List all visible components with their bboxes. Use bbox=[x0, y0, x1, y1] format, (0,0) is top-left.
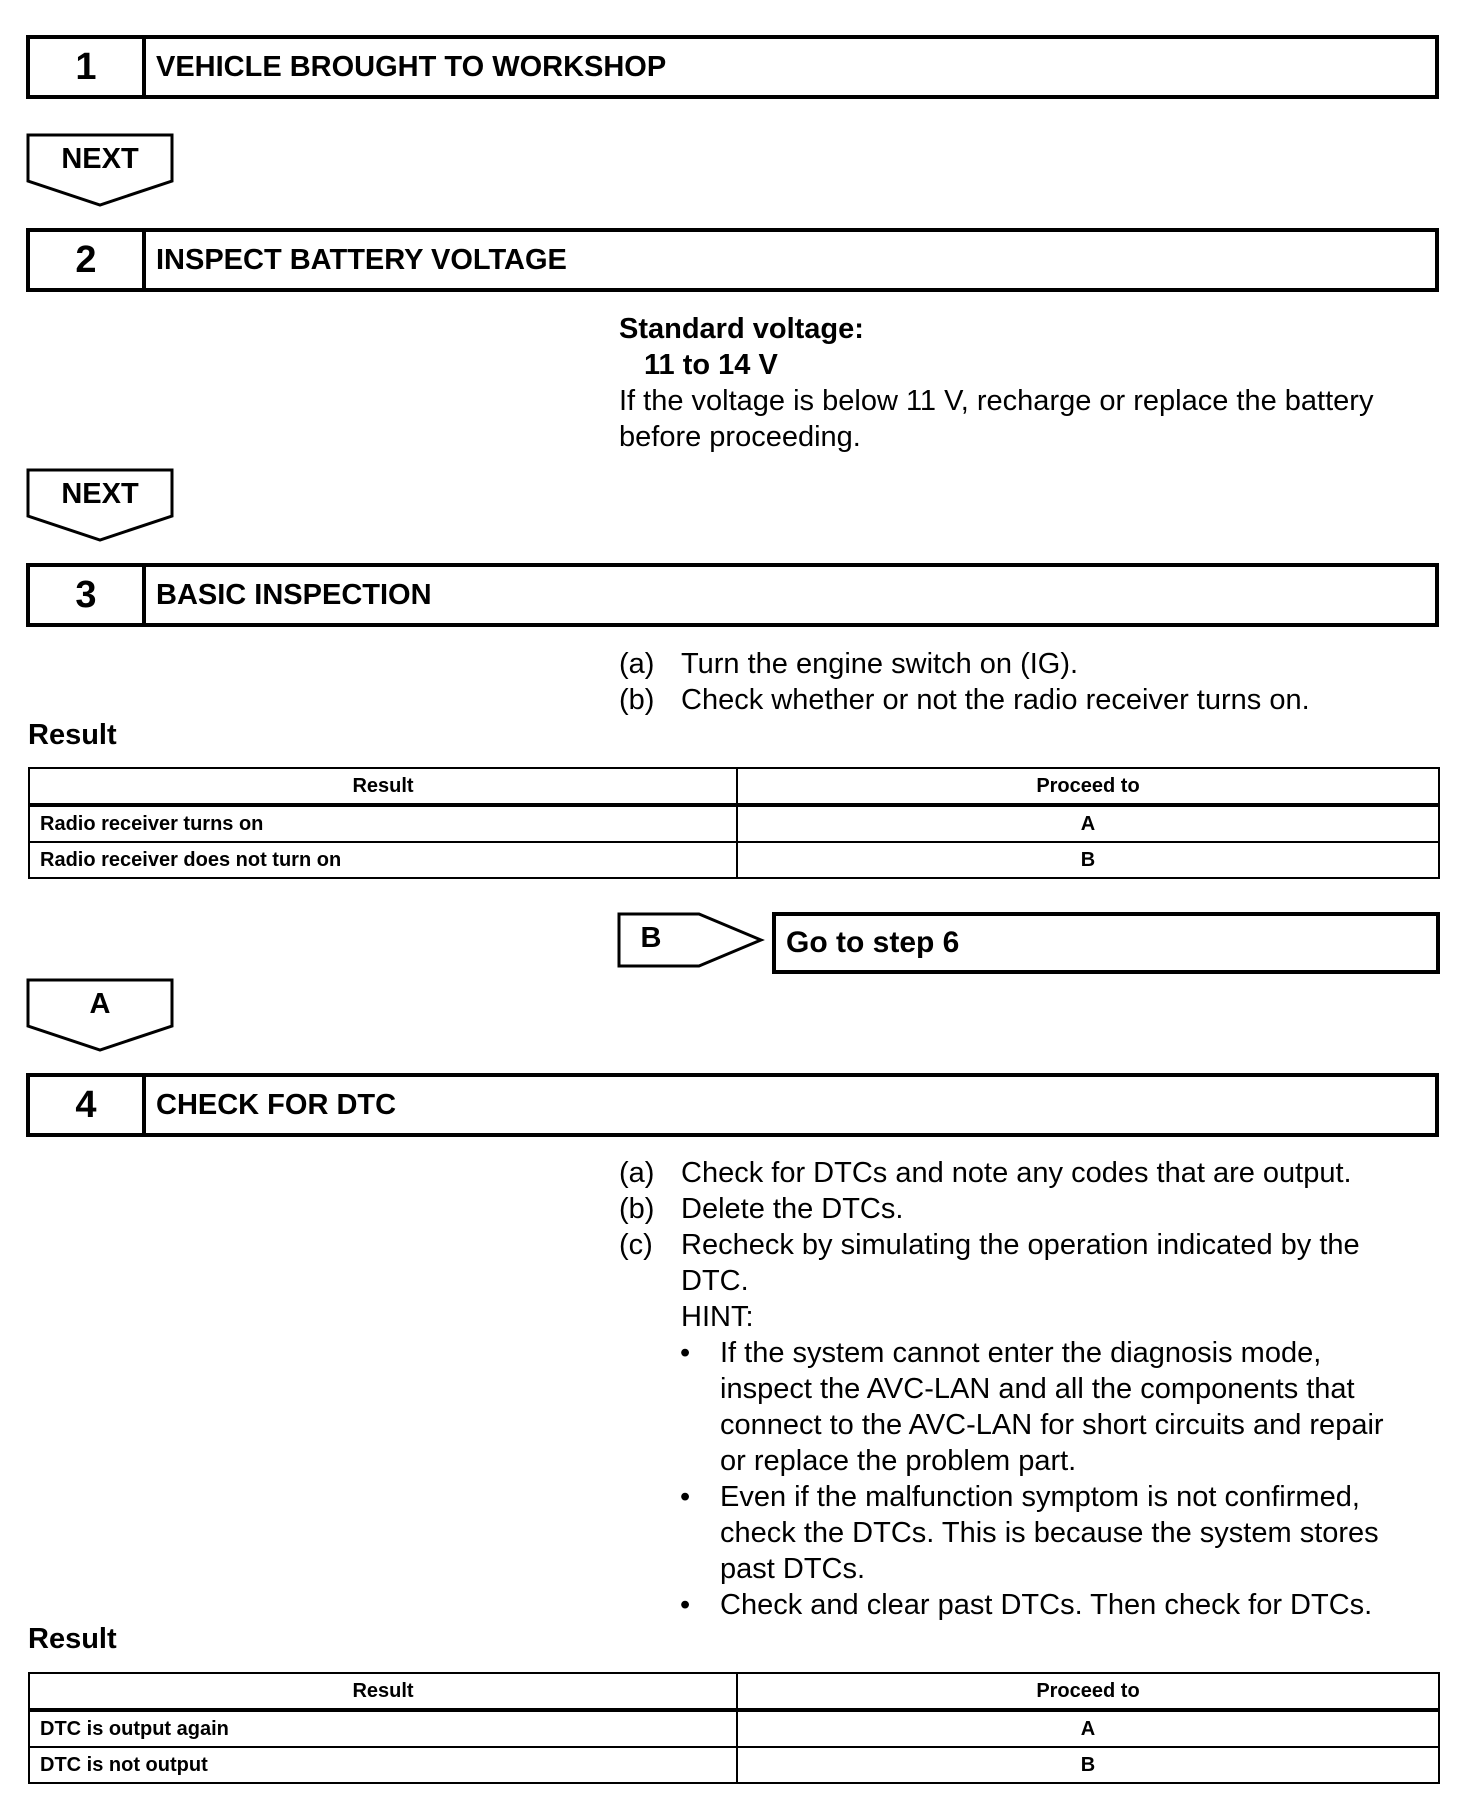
item-marker: (a) bbox=[619, 1157, 655, 1189]
table-cell: DTC is output again bbox=[29, 1710, 737, 1747]
table-row bbox=[29, 842, 1439, 878]
table-cell: DTC is not output bbox=[29, 1747, 737, 1783]
table-cell: Radio receiver does not turn on bbox=[29, 842, 737, 878]
standard-voltage-value: 11 to 14 V bbox=[644, 349, 778, 381]
table-row bbox=[29, 1710, 1439, 1747]
table-header-cell: Result bbox=[29, 1673, 737, 1710]
branch-b-arrow bbox=[617, 912, 765, 968]
item-marker: (b) bbox=[619, 684, 655, 716]
item-text: Turn the engine switch on (IG). bbox=[681, 648, 1079, 680]
step-title: CHECK FOR DTC bbox=[156, 1088, 397, 1121]
bullet-icon: • bbox=[680, 1589, 691, 1621]
table-header-cell: Proceed to bbox=[737, 768, 1439, 805]
table-header-row bbox=[29, 768, 1439, 805]
hint-line: If the system cannot enter the diagnosis mode, bbox=[720, 1337, 1322, 1369]
hint-label: HINT: bbox=[681, 1301, 754, 1333]
hint-line: check the DTCs. This is because the system stores bbox=[720, 1517, 1379, 1549]
table-header-row bbox=[29, 1673, 1439, 1710]
step-number: 3 bbox=[30, 567, 146, 623]
step-4-header bbox=[26, 1073, 1439, 1137]
step-number: 2 bbox=[30, 232, 146, 288]
item-marker: (b) bbox=[619, 1193, 655, 1225]
hint-line: past DTCs. bbox=[720, 1553, 866, 1585]
bullet-icon: • bbox=[680, 1337, 691, 1369]
bullet-icon: • bbox=[680, 1481, 691, 1513]
table-cell: Radio receiver turns on bbox=[29, 805, 737, 842]
step-1-header bbox=[26, 35, 1439, 99]
table-cell: A bbox=[737, 805, 1439, 842]
step-number: 1 bbox=[30, 39, 146, 95]
step-title: BASIC INSPECTION bbox=[156, 578, 432, 611]
item-text: Check for DTCs and note any codes that are output. bbox=[681, 1157, 1352, 1189]
standard-voltage-label: Standard voltage: bbox=[619, 313, 864, 345]
table-cell: A bbox=[737, 1710, 1439, 1747]
result-table bbox=[28, 1672, 1440, 1784]
result-heading: Result bbox=[28, 719, 117, 751]
step-title: INSPECT BATTERY VOLTAGE bbox=[156, 243, 567, 276]
result-table bbox=[28, 767, 1440, 879]
next-label: NEXT bbox=[61, 478, 139, 510]
table-cell: B bbox=[737, 1747, 1439, 1783]
item-marker: (c) bbox=[619, 1229, 653, 1261]
go-to-step-box: Go to step 6 bbox=[772, 912, 1440, 974]
table-cell: B bbox=[737, 842, 1439, 878]
voltage-note-line: before proceeding. bbox=[619, 421, 861, 453]
a-tag bbox=[26, 978, 174, 1062]
standard-voltage-block bbox=[619, 311, 1373, 455]
next-label: NEXT bbox=[61, 143, 139, 175]
item-text: Check whether or not the radio receiver turns on. bbox=[681, 684, 1310, 716]
step-2-header bbox=[26, 228, 1439, 292]
table-row bbox=[29, 805, 1439, 842]
hint-line: Even if the malfunction symptom is not confirmed, bbox=[720, 1481, 1360, 1513]
next-tag bbox=[26, 468, 174, 552]
item-text: Delete the DTCs. bbox=[681, 1193, 904, 1225]
table-row bbox=[29, 1747, 1439, 1783]
next-tag bbox=[26, 133, 174, 217]
item-text-cont: DTC. bbox=[681, 1265, 749, 1297]
table-header-cell: Result bbox=[29, 768, 737, 805]
item-marker: (a) bbox=[619, 648, 655, 680]
hint-line: connect to the AVC-LAN for short circuits and repair bbox=[720, 1409, 1384, 1441]
item-text: Recheck by simulating the operation indicated by the bbox=[681, 1229, 1360, 1261]
step-number: 4 bbox=[30, 1077, 146, 1133]
hint-line: or replace the problem part. bbox=[720, 1445, 1077, 1477]
voltage-note-line: If the voltage is below 11 V, recharge or replace the battery bbox=[619, 385, 1374, 417]
a-label: A bbox=[89, 988, 111, 1020]
step-3-header bbox=[26, 563, 1439, 627]
table-header-cell: Proceed to bbox=[737, 1673, 1439, 1710]
hint-line: Check and clear past DTCs. Then check for DTCs. bbox=[720, 1589, 1373, 1621]
step-title: VEHICLE BROUGHT TO WORKSHOP bbox=[156, 50, 667, 83]
hint-line: inspect the AVC-LAN and all the components that bbox=[720, 1373, 1355, 1405]
result-heading: Result bbox=[28, 1623, 117, 1655]
branch-label: B bbox=[640, 922, 662, 954]
